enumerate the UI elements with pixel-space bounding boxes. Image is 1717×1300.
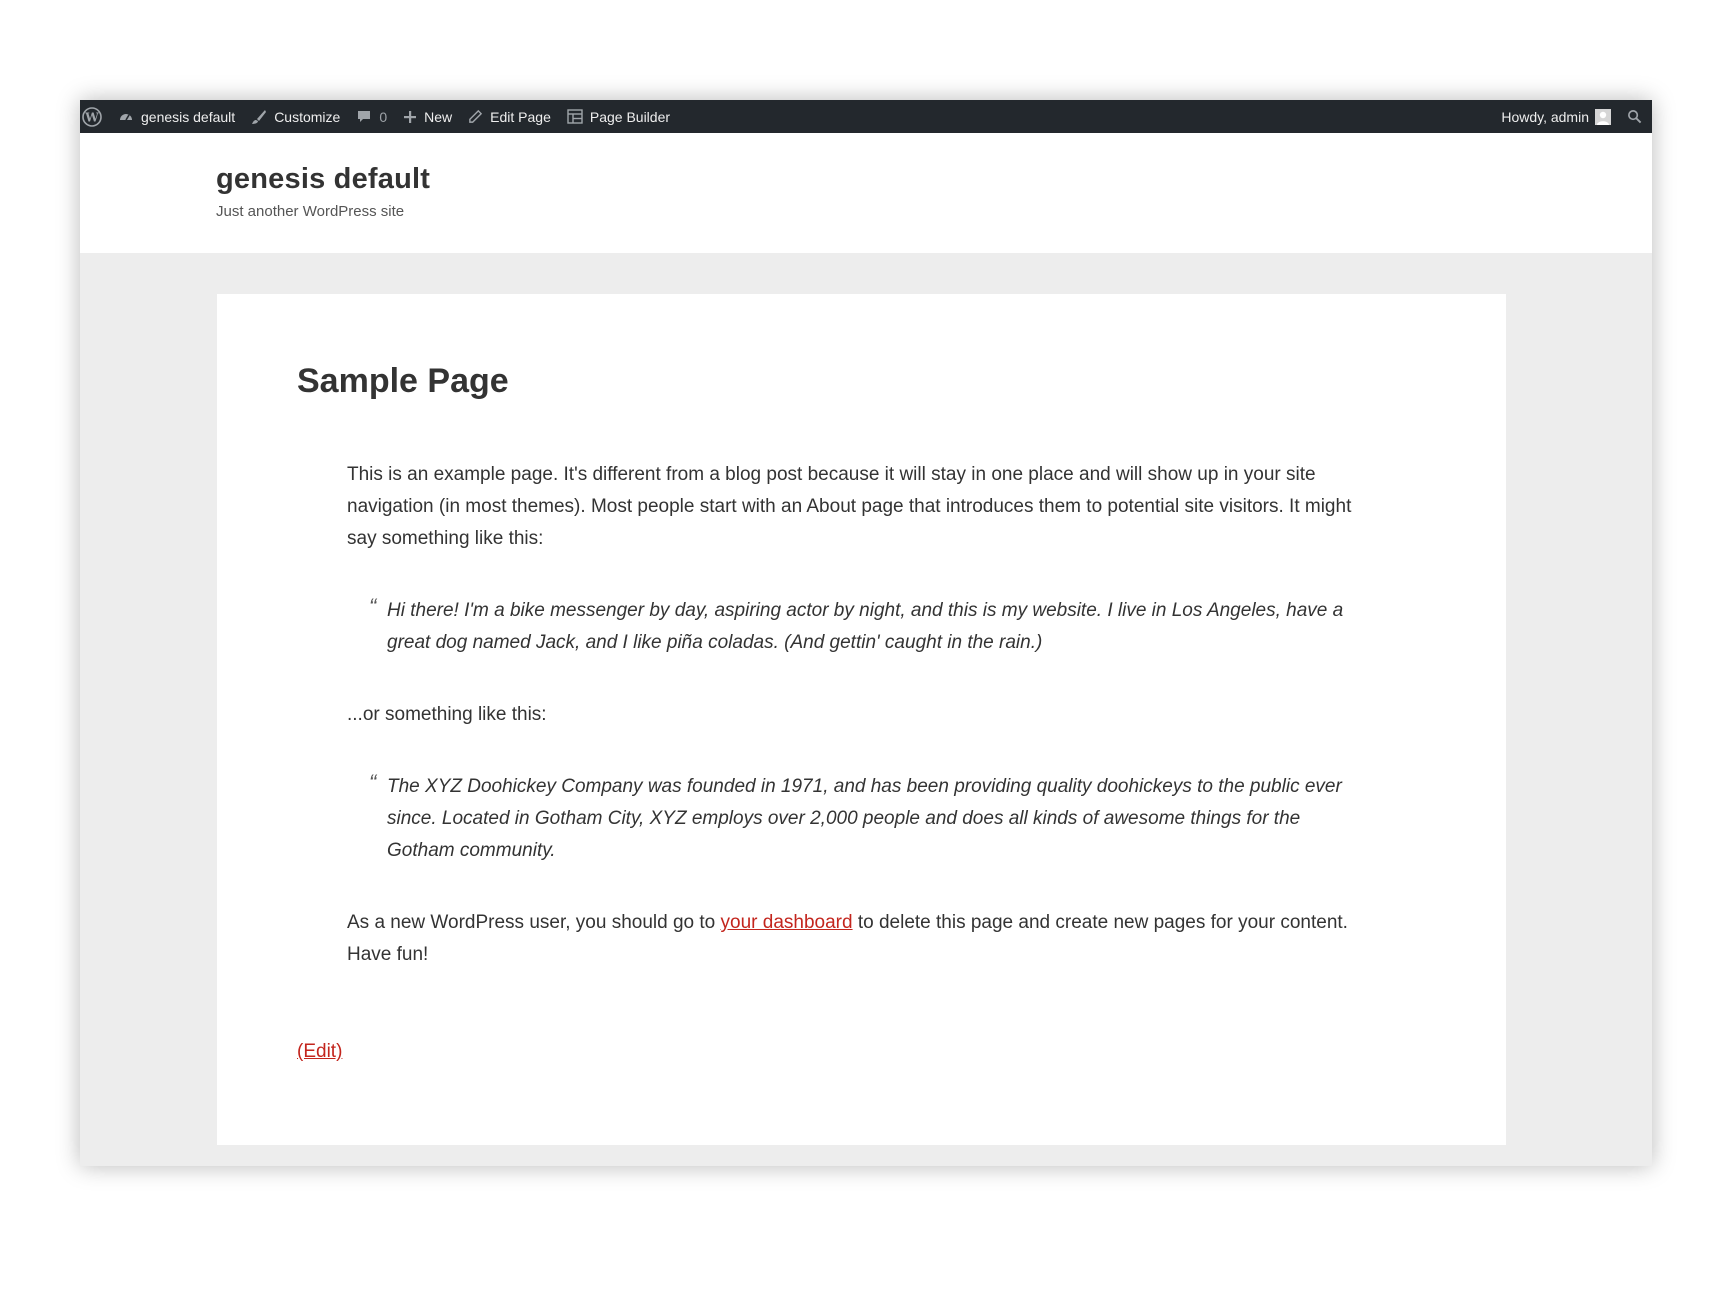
- page-builder-button[interactable]: [559, 100, 678, 133]
- admin-bar-right: [1493, 100, 1652, 133]
- howdy-label: Howdy, admin: [1501, 108, 1589, 125]
- customize-button[interactable]: [243, 100, 348, 133]
- closing-text-after: to delete this page and create new pages for your content. Have fun!: [347, 912, 1348, 965]
- customize-label: Customize: [274, 108, 341, 125]
- browser-window: [80, 100, 1652, 1166]
- site-name-label: genesis default: [141, 108, 236, 125]
- comment-icon: [356, 109, 372, 125]
- avatar-icon: [1595, 109, 1611, 125]
- site-name-menu[interactable]: [110, 100, 243, 133]
- search-button[interactable]: [1619, 100, 1652, 133]
- edit-page-label: Edit Page: [490, 108, 551, 125]
- edit-link[interactable]: (Edit): [297, 1041, 343, 1062]
- blockquote-1: [369, 594, 1347, 659]
- pencil-icon: [468, 109, 483, 124]
- quote-mark: “: [369, 770, 377, 795]
- intro-paragraph: This is an example page. It's different from a blog post because it will stay in one place and will show up in your site navigation (in most themes). Most people start with an About page that introduces them to potential site visitors. It might say something like this:: [347, 464, 1352, 549]
- search-icon: [1627, 109, 1642, 124]
- brush-icon: [251, 109, 267, 125]
- admin-bar-left: [80, 100, 678, 133]
- plus-icon: [403, 110, 417, 124]
- page-builder-icon: [567, 109, 583, 124]
- site-header: [80, 133, 1652, 253]
- page-title: Sample Page: [297, 362, 509, 400]
- page-builder-label: Page Builder: [589, 108, 671, 125]
- quote-text-1: Hi there! I'm a bike messenger by day, aspiring actor by night, and this is my website. I live in Los Angeles, have a great dog named Jack, and I like piña coladas. (And gettin' caught in the rain.): [387, 600, 1344, 653]
- closing-paragraph: [347, 907, 1377, 971]
- content-card: [217, 294, 1506, 1145]
- new-label: New: [424, 108, 453, 125]
- entry-content: [347, 459, 1377, 1011]
- wordpress-menu[interactable]: [80, 100, 110, 133]
- blockquote-2: [369, 770, 1347, 867]
- svg-text:W: W: [85, 110, 99, 124]
- edit-page-button[interactable]: [460, 100, 559, 133]
- quote-text-2: The XYZ Doohickey Company was founded in 1971, and has been providing quality doohickeys to the public ever since. Located in Gotham City, XYZ employs over 2,000 people and does all kinds of awesome things for the Gotham community.: [387, 776, 1342, 861]
- account-menu[interactable]: [1493, 100, 1619, 133]
- wordpress-logo-icon: [82, 107, 102, 127]
- quote-mark: “: [369, 594, 377, 619]
- dashboard-link[interactable]: your dashboard: [720, 912, 853, 933]
- admin-bar: [80, 100, 1652, 133]
- site-description: Just another WordPress site: [216, 203, 405, 220]
- middle-paragraph: ...or something like this:: [347, 704, 547, 725]
- closing-text-before: As a new WordPress user, you should go to: [347, 912, 721, 933]
- new-content-button[interactable]: [395, 100, 460, 133]
- site-title[interactable]: genesis default: [216, 163, 431, 195]
- comments-button[interactable]: [348, 100, 395, 133]
- comments-count: 0: [379, 108, 388, 125]
- dashboard-icon: [118, 109, 134, 125]
